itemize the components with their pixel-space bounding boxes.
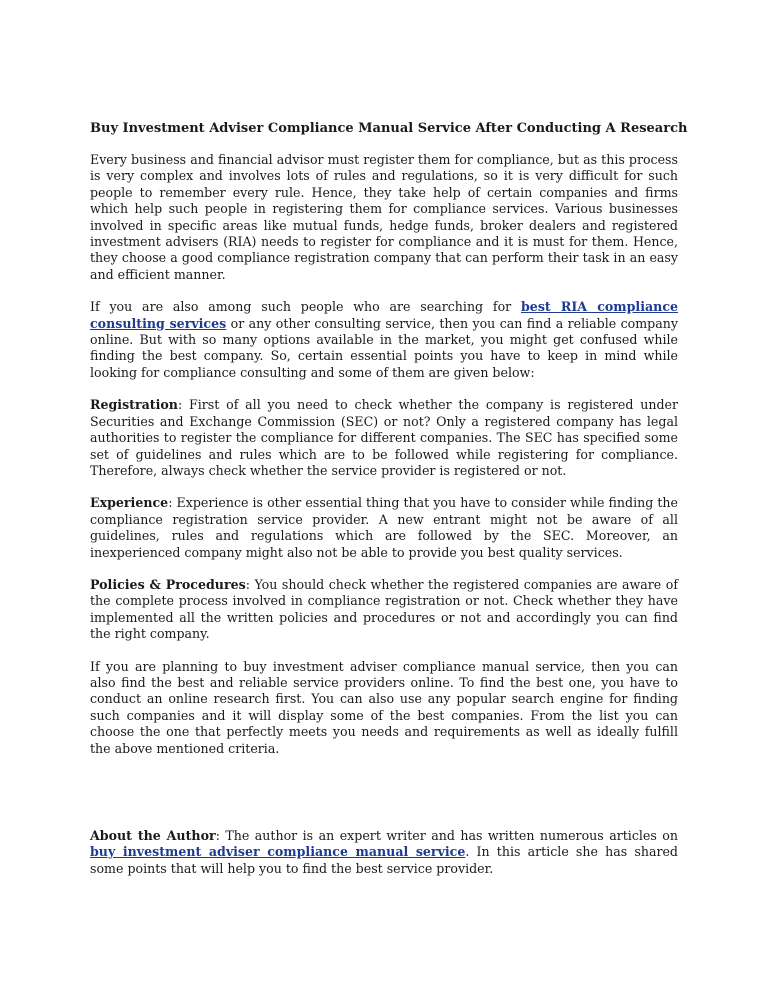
intro-paragraph: Every business and financial advisor must register them for compliance, but as this process is very complex and involves lots of rules and regulations, so it is very difficult for such people to remember every rule. Hence, they take help of certain companies and firms which help such people in registering them for compliance services. Various businesses involved in specific areas like mutual funds, hedge funds, broker dealers and registered investment advisers (RIA) needs to register for compliance and it is must for them. Hence, they choose a good compliance registration company that can perform their task in an easy and efficient manner. bbox=[90, 152, 678, 282]
search-text-after: or any other consulting service, then you can find a reliable company online. But with so many options available in the market, you might get confused while finding the best company. So, certain essential points you have to keep in mind while looking for compliance consulting and some of them are given below: bbox=[90, 315, 678, 380]
ria-consulting-link[interactable]: best RIA compliance consulting services bbox=[90, 299, 678, 331]
point-text: : You should check whether the registered companies are aware of the complete process involved in compliance registration or not. Check whether they have implemented all the written policies and procedures or not and accordingly you can find the right company. bbox=[90, 576, 678, 642]
compliance-manual-link[interactable]: buy investment adviser compliance manual service bbox=[90, 844, 466, 860]
point-registration bbox=[90, 397, 678, 479]
point-experience bbox=[90, 495, 678, 561]
search-text-before: If you are also among such people who are searching for bbox=[90, 299, 521, 315]
author-text-before: : The author is an expert writer and has written numerous articles on bbox=[215, 828, 678, 843]
point-text: : First of all you need to check whether the company is registered under Securities and Exchange Commission (SEC) or not? Only a registered company has legal authorities to register the compliance for different companies. The SEC has specified some set of guidelines and rules which are to be followed while registering for compliance. Therefore, always check whether the service provider is registered or not. bbox=[90, 397, 678, 478]
point-heading: Registration bbox=[90, 397, 178, 413]
point-text: : Experience is other essential thing that you have to consider while finding the compliance registration service provider. A new entrant might not be aware of all guidelines, rules and regulations which are followed by the SEC. Moreover, an inexperienced company might also not be able to provide you best quality services. bbox=[90, 495, 678, 560]
document-body bbox=[90, 120, 688, 773]
closing-paragraph: If you are planning to buy investment adviser compliance manual service, then you can also find the best and reliable service providers online. To find the best one, you have to conduct an online research first. You can also use any popular search engine for finding such companies and it will display some of the best companies. From the list you can choose the one that perfectly meets you needs and requirements as well as ideally fulfill the above mentioned criteria. bbox=[90, 658, 678, 756]
about-author bbox=[90, 828, 678, 893]
search-paragraph bbox=[90, 299, 678, 381]
point-heading: Policies & Procedures bbox=[90, 576, 246, 592]
author-text-after: . In this article she has shared some points that will help you to find the best service provider. bbox=[90, 844, 678, 876]
author-paragraph bbox=[90, 828, 678, 877]
document-title: Buy Investment Adviser Compliance Manual Service After Conducting A Research bbox=[90, 121, 688, 136]
point-heading: Experience bbox=[90, 495, 169, 511]
author-heading: About the Author bbox=[90, 828, 216, 843]
point-policies bbox=[90, 577, 678, 643]
